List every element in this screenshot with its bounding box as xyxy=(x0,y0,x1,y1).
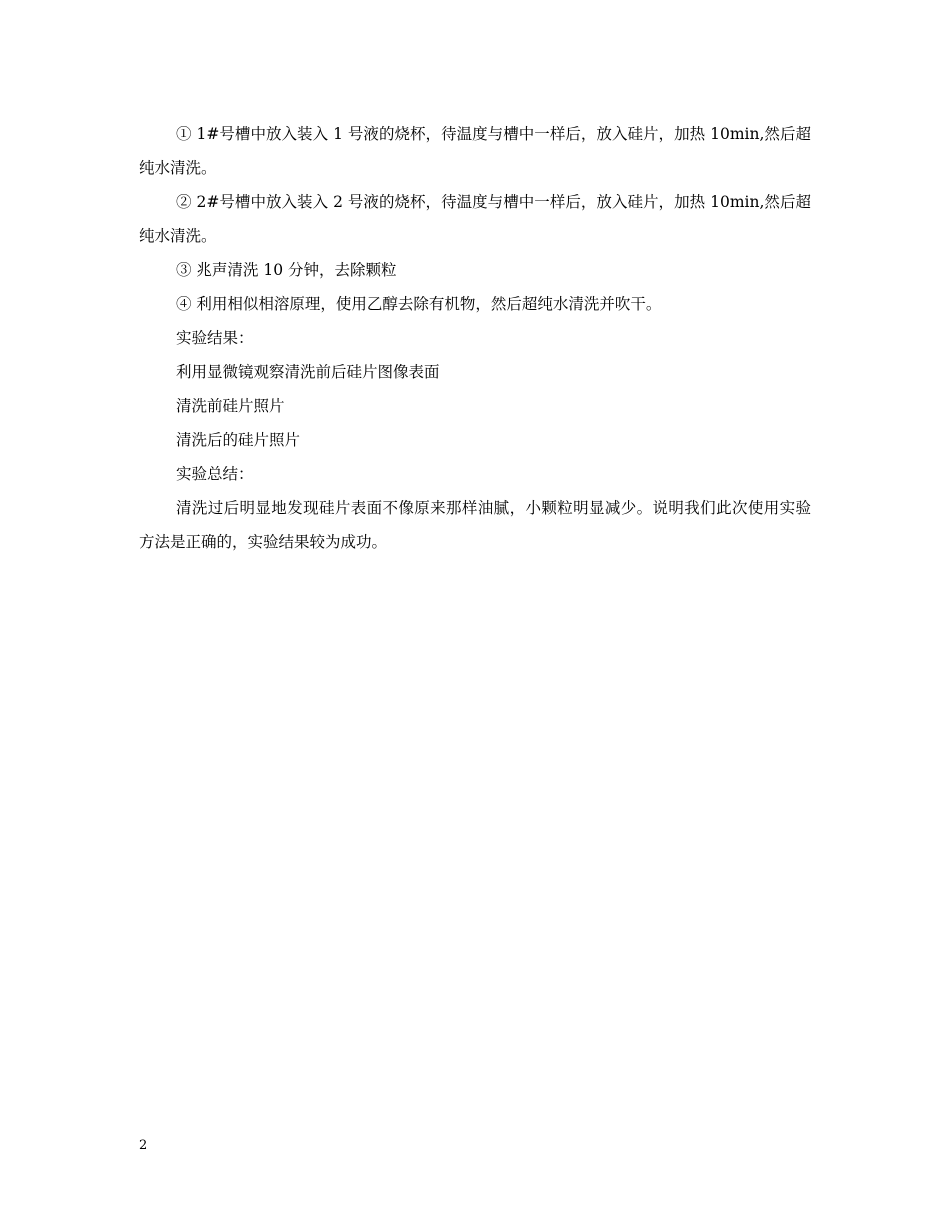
results-heading: 实验结果： xyxy=(176,329,254,347)
step-1-paragraph: ① 1#号槽中放入装入 1 号液的烧杯，待温度与槽中一样后，放入硅片，加热 10min,然后超纯水清洗。 xyxy=(139,125,811,177)
results-description: 利用显微镜观察清洗前后硅片图像表面 xyxy=(176,363,440,381)
document-body xyxy=(139,117,811,559)
step-4-paragraph: ④ 利用相似相溶原理，使用乙醇去除有机物，然后超纯水清洗并吹干。 xyxy=(176,295,662,313)
step-3-paragraph: ③ 兆声清洗 10 分钟，去除颗粒 xyxy=(176,261,397,279)
summary-heading: 实验总结： xyxy=(176,465,254,483)
after-cleaning-caption: 清洗后的硅片照片 xyxy=(176,431,301,449)
summary-paragraph: 清洗过后明显地发现硅片表面不像原来那样油腻，小颗粒明显减少。说明我们此次使用实验方法是正确的，实验结果较为成功。 xyxy=(139,499,811,551)
step-2-paragraph: ② 2#号槽中放入装入 2 号液的烧杯，待温度与槽中一样后，放入硅片，加热 10min,然后超纯水清洗。 xyxy=(139,193,811,245)
before-cleaning-caption: 清洗前硅片照片 xyxy=(176,397,285,415)
page-number: 2 xyxy=(139,1138,148,1153)
